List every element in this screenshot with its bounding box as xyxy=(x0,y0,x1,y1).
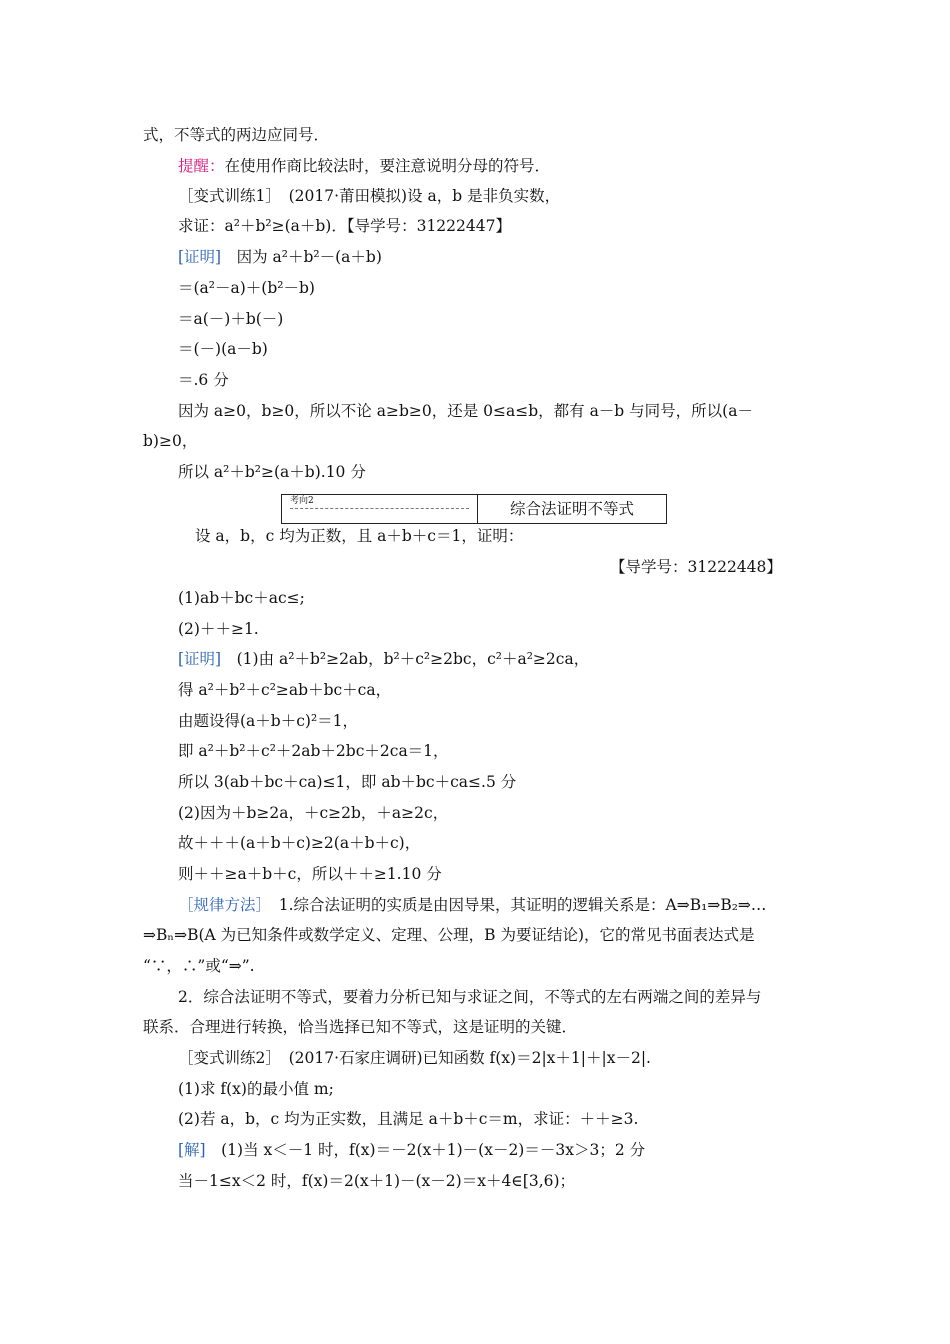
note-line: 提醒：在使用作商比较法时，要注意说明分母的符号． xyxy=(178,157,551,175)
text-line: (1)求 f(x)的最小值 m; xyxy=(178,1080,334,1098)
text-line: 得 a²＋b²＋c²≥ab＋bc＋ca， xyxy=(178,681,392,699)
proof-line: [证明] 因为 a²＋b²－(a＋b) xyxy=(178,248,382,266)
section-label-cell xyxy=(282,495,478,523)
text-line: 因为 a≥0，b≥0，所以不论 a≥b≥0，还是 0≤a≤b，都有 a－b 与同号，所以(a－ xyxy=(178,402,753,420)
text-line: 所以 3(ab＋bc＋ca)≤1，即 ab＋bc＋ca≤.5 分 xyxy=(178,773,517,791)
text-line: 由题设得(a＋b＋c)²＝1， xyxy=(178,712,359,730)
problem-statement: 设 a，b，c 均为正数，且 a＋b＋c＝1，证明： xyxy=(195,527,524,545)
text-line: 则＋＋≥a＋b＋c，所以＋＋≥1.10 分 xyxy=(178,865,442,883)
text-line: (2)＋＋≥1. xyxy=(178,620,259,638)
text-line: (2)因为＋b≥2a，＋c≥2b，＋a≥2c， xyxy=(178,804,449,822)
section-title: 综合法证明不等式 xyxy=(509,500,634,518)
solution-tag: [解] xyxy=(178,1141,206,1159)
text-line: (1)ab＋bc＋ac≤; xyxy=(178,589,305,607)
text-line: 所以 a²＋b²≥(a＋b).10 分 xyxy=(178,463,366,481)
section-label: 考向2 xyxy=(290,496,314,506)
guide-number: 【导学号：31222448】 xyxy=(610,558,782,576)
text-line: ＝.6 分 xyxy=(178,371,229,389)
text-line: “∵，∴”或“⇒”. xyxy=(143,957,255,975)
proof-tag: [证明] xyxy=(178,650,222,668)
text-line: ⇒Bₙ⇒B(A 为已知条件或数学定义、定理、公理，B 为要证结论)，它的常见书面表达式是 xyxy=(143,926,755,944)
proof-line: [证明] (1)由 a²＋b²≥2ab，b²＋c²≥2bc，c²＋a²≥2ca， xyxy=(178,650,590,668)
exercise-heading: ［变式训练1］ (2017·莆田模拟)设 a，b 是非负实数， xyxy=(178,187,561,205)
text-line: 式，不等式的两边应同号． xyxy=(143,126,330,144)
text-line: 当－1≤x＜2 时，f(x)＝2(x＋1)－(x－2)＝x＋4∈[3,6)； xyxy=(178,1172,576,1190)
section-box xyxy=(281,494,667,524)
text-line: 联系．合理进行转换，恰当选择已知不等式，这是证明的关键． xyxy=(143,1018,578,1036)
exercise-heading: ［变式训练2］ (2017·石家庄调研)已知函数 f(x)＝2|x＋1|＋|x－2|. xyxy=(178,1049,651,1067)
method-line: ［规律方法］ 1.综合法证明的实质是由因导果，其证明的逻辑关系是：A⇒B₁⇒B₂⇒… xyxy=(178,896,767,914)
solution-line: [解] (1)当 x＜－1 时，f(x)＝－2(x＋1)－(x－2)＝－3x＞3；2 分 xyxy=(178,1141,646,1159)
text-line: (2)若 a，b，c 均为正实数，且满足 a＋b＋c＝m，求证：＋＋≥3. xyxy=(178,1110,639,1128)
text-line: 故＋＋＋(a＋b＋c)≥2(a＋b＋c)， xyxy=(178,834,421,852)
text-line: ＝a(－)＋b(－) xyxy=(178,310,284,328)
text-line: ＝(a²－a)＋(b²－b) xyxy=(178,279,315,297)
text-line: ＝(－)(a－b) xyxy=(178,340,268,358)
note-tag: 提醒： xyxy=(178,157,225,175)
text-line: 即 a²＋b²＋c²＋2ab＋2bc＋2ca＝1， xyxy=(178,742,449,760)
proof-tag: [证明] xyxy=(178,248,222,266)
method-tag: ［规律方法］ xyxy=(178,896,264,914)
text-line: 2．综合法证明不等式，要着力分析已知与求证之间，不等式的左右两端之间的差异与 xyxy=(178,988,762,1006)
dashed-rule xyxy=(290,508,469,509)
text-line: b)≥0， xyxy=(143,432,198,450)
text-line: 求证：a²＋b²≥(a＋b)．【导学号：31222447】 xyxy=(178,217,511,235)
